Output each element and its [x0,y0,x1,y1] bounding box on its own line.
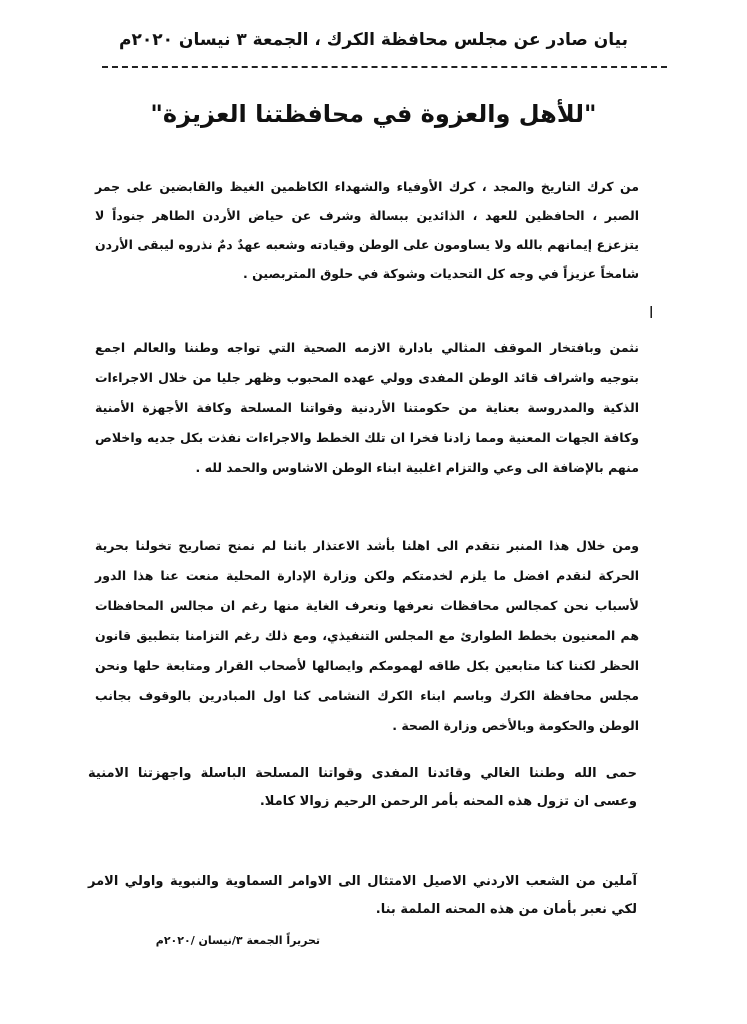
paragraph-3: ومن خلال هذا المنبر نتقدم الى اهلنا بأشد الاعتذار باننا لم نمنح تصاريح تخولنا بحرية الحركة لنقدم افضل ما يلزم لخدمتكم ولكن وزارة الإدارة المحلية منعت عنا هذا الدور لأسباب نحن كمجالس محافظات نعرفها ونعرف الغاية منها رغم ان مجالس المحافظات هم المعنيون بخطط الطوارئ مع المجلس التنفيذي، ومع ذلك رغم التزامنا بتطبيق قانون الحظر لكننا كنا متابعين بكل طاقه لهمومكم وايصالها لأصحاب القرار ومتابعة حلها ونحن مجلس محافظة الكرك وباسم ابناء الكرك النشامى كنا اول المبادرين بالوقوف بجانب الوطن والحكومة وبالأخص وزارة الصحة . [95,538,639,733]
paragraph-5: آملين من الشعب الاردني الاصيل الامتثال الى الاوامر السماوية والنبوية واولي الامر لكي نعبر بأمان من هذه المحنه الملمة بنا. [88,874,637,917]
statement-title: "للأهل والعزوة في محافظتنا العزيزة" [150,100,597,128]
stray-mark: ا [649,303,654,322]
paragraph-2: نثمن وبافتخار الموقف المثالي بادارة الازمه الصحية التي تواجه وطننا والعالم اجمع بتوجيه واشراف قائد الوطن المفدى وولي عهده المحبوب وظهر جليا من خلال الاجراءات الذكية والمدروسة بعناية من حكومتنا الأردنية وقواتنا المسلحة وكافة الأجهزة الأمنية وكافة الجهات المعنية ومما زادنا فخرا ان تلك الخطط والاجراءات نفذت بكل جديه واخلاص منهم بالإضافة الى وعي والتزام اغلبية ابناء الوطن الاشاوس والحمد لله . [95,340,639,475]
signature-date: تحريراً الجمعة ٣/نيسان /٢٠٢٠م [155,934,320,947]
paragraph-4: حمى الله وطننا الغالي وقائدنا المفدى وقواتنا المسلحة الباسلة واجهزتنا الامنية وعسى ان تزول هذه المحنه بأمر الرحمن الرحيم زوالا كاملا. [88,766,637,809]
header-divider [102,66,667,68]
statement-header: بيان صادر عن مجلس محافظة الكرك ، الجمعة ٣ نيسان ٢٠٢٠م [119,30,628,50]
paragraph-1: من كرك التاريخ والمجد ، كرك الأوفياء والشهداء الكاظمين الغيظ والقابضين على جمر الصبر ، الحافظين للعهد ، الذائدين ببسالة وشرف عن حياض الأردن الطاهر جنوداً لا يتزعزع إيمانهم بالله ولا يساومون على الوطن وقيادته وشعبه عهدٌ دمٌ نذروه ليبقى الأردن شامخاً عزيزاً في وجه كل التحديات وشوكة في حلوق المتربصين . [95,179,639,281]
